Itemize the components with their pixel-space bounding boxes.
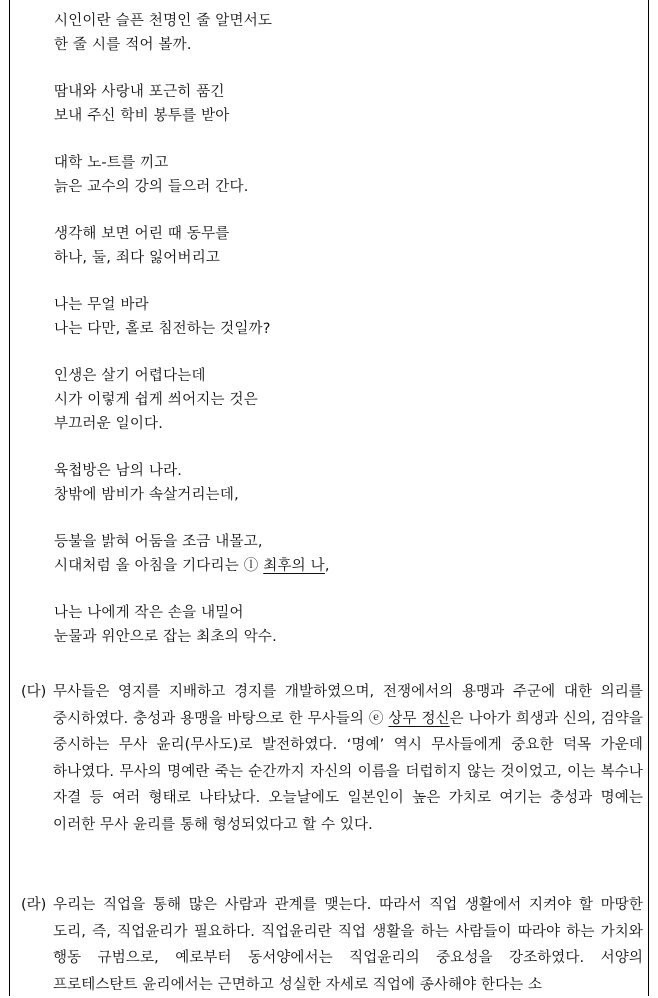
poem-stanza-4 [54, 222, 614, 270]
poem-line: 대학 노-트를 끼고 [54, 155, 169, 171]
poem-line-suffix: , [324, 558, 330, 574]
underlined-phrase-martial-spirit: 상무 정신 [388, 710, 450, 727]
poem-stanza-6 [54, 364, 614, 436]
poem-line: 인생은 살기 어렵다는데 [54, 368, 206, 384]
poem-line: 나는 다만, 홀로 침전하는 것일까? [54, 321, 271, 337]
poem [54, 9, 614, 672]
poem-stanza-8 [54, 530, 614, 578]
poem-stanza-5 [54, 293, 614, 341]
passage-label: (라) [21, 897, 47, 913]
poem-line: 한 줄 시를 적어 볼까. [54, 37, 192, 53]
poem-line: 눈물과 위안으로 잡는 최초의 악수. [54, 629, 277, 645]
poem-stanza-1 [54, 9, 614, 57]
poem-line: 나는 나에게 작은 손을 내밀어 [54, 605, 244, 621]
poem-line: 생각해 보면 어린 때 동무를 [54, 226, 230, 242]
poem-stanza-3 [54, 151, 614, 199]
poem-line-marked [54, 554, 614, 578]
poem-line: 시인이란 슬픈 천명인 줄 알면서도 [54, 13, 273, 29]
poem-stanza-9 [54, 601, 614, 649]
poem-line: 하나, 둘, 죄다 잃어버리고 [54, 250, 221, 266]
poem-line: 육첩방은 남의 나라. [54, 463, 183, 479]
passage-body: 우리는 직업을 통해 많은 사람과 관계를 맺는다. 따라서 직업 생활에서 지켜야 할 마땅한 도리, 즉, 직업윤리가 필요하다. 직업윤리란 직업 생활을 하는 사람들이 따라야 하는 가치와 행동 규범으로, 예로부터 동서양에서는 직업윤리의 중요성을 강조하였다. 서양의 프로테스탄트 윤리에서는 근면하고 성실한 자세로 직업에 종사해야 한다는 소 [53, 897, 643, 993]
passage-body [53, 679, 643, 838]
passage-da [21, 679, 643, 838]
poem-line: 늙은 교수의 강의 들으러 간다. [54, 179, 249, 195]
passage-ra [21, 892, 643, 998]
right-border-line [648, 0, 649, 996]
poem-line: 보내 주신 학비 봉투를 받아 [54, 108, 230, 124]
poem-line: 땀내와 사랑내 포근히 품긴 [54, 84, 225, 100]
left-border-line [9, 0, 10, 996]
poem-stanza-2 [54, 80, 614, 128]
passage-text: 은 나아가 희생과 신의, 검약을 중시하는 무사 윤리(무사도)로 발전하였다. ‘명예’ 역시 무사들에게 중요한 덕목 가운데 하나였다. 무사의 명예란 죽는 순간까지 자신의 이름을 더럽히지 않는 것이었고, 이는 복수나 자결 등 여러 형태로 나타났다. 오늘날에도 일본인이 높은 가치로 여기는 충성과 명예는 이러한 무사 윤리를 통해 형성되었다고 할 수 있다. [53, 710, 643, 833]
poem-line: 등불을 밝혀 어둠을 조금 내몰고, [54, 534, 263, 550]
poem-line-prefix: 시대처럼 올 아침을 기다리는 ⓛ [54, 558, 264, 574]
passage-text: 무사들은 영지를 지배하고 경지를 개발하였으며, 전쟁에서의 용맹과 주군에 대한 의리를 중시하였다. 충성과 용맹을 바탕으로 한 무사들의 ⓔ [53, 684, 643, 727]
poem-line: 시가 이렇게 쉽게 씌어지는 것은 [54, 392, 258, 408]
poem-stanza-7 [54, 459, 614, 507]
poem-line: 부끄러운 일이다. [54, 416, 164, 432]
underlined-phrase-last-self: 최후의 나 [263, 558, 325, 574]
poem-line: 창밖에 밤비가 속살거리는데, [54, 487, 239, 503]
poem-line: 나는 무얼 바라 [54, 297, 149, 313]
passage-label: (다) [21, 684, 47, 700]
